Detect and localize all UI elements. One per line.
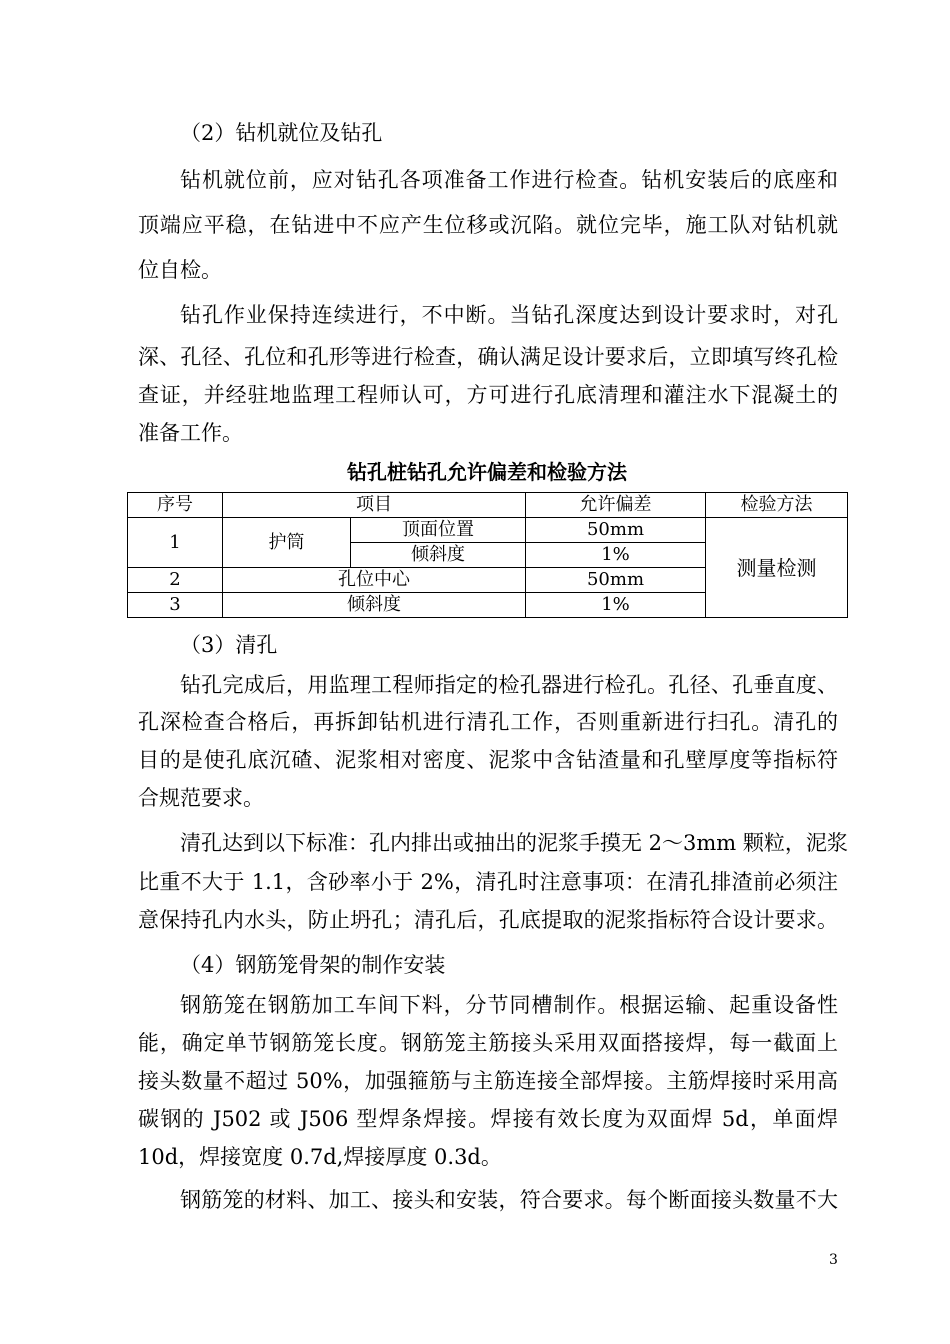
page-number: 3 xyxy=(829,1252,838,1268)
table-cell: 50mm xyxy=(526,518,706,543)
paragraph-line: 目的是使孔底沉碴、泥浆相对密度、泥浆中含钻渣量和孔壁厚度等指标符 xyxy=(138,748,838,772)
table-cell: 护筒 xyxy=(223,518,351,568)
paragraph-line: 孔深检查合格后，再拆卸钻机进行清孔工作，否则重新进行扫孔。清孔的 xyxy=(138,710,838,734)
table-cell: 顶面位置 xyxy=(351,518,526,543)
paragraph-line: 意保持孔内水头，防止坍孔；清孔后，孔底提取的泥浆指标符合设计要求。 xyxy=(138,908,838,932)
table-cell: 倾斜度 xyxy=(223,593,526,618)
tolerance-table xyxy=(127,492,848,618)
paragraph-line: 合规范要求。 xyxy=(138,786,264,810)
table-cell: 倾斜度 xyxy=(351,543,526,568)
paragraph-line: 比重不大于 1.1，含砂率小于 2%，清孔时注意事项：在清孔排渣前必须注 xyxy=(138,870,838,894)
paragraph-line: 钢筋笼在钢筋加工车间下料，分节同槽制作。根据运输、起重设备性 xyxy=(180,993,838,1017)
section2-heading: （2）钻机就位及钻孔 xyxy=(180,121,383,145)
table-cell: 50mm xyxy=(526,568,706,593)
section4-heading: （4）钢筋笼骨架的制作安装 xyxy=(180,953,446,977)
paragraph-line: 查证，并经驻地监理工程师认可，方可进行孔底清理和灌注水下混凝土的 xyxy=(138,383,838,407)
header-cell: 允许偏差 xyxy=(526,493,706,518)
paragraph-line: 清孔达到以下标准：孔内排出或抽出的泥浆手摸无 2～3mm 颗粒，泥浆 xyxy=(180,831,848,855)
paragraph-line: 钻孔作业保持连续进行，不中断。当钻孔深度达到设计要求时，对孔 xyxy=(180,303,838,327)
paragraph-line: 准备工作。 xyxy=(138,421,243,445)
paragraph-line: 能，确定单节钢筋笼长度。钢筋笼主筋接头采用双面搭接焊，每一截面上 xyxy=(138,1031,838,1055)
table-header-row xyxy=(128,493,848,518)
paragraph-line: 深、孔径、孔位和孔形等进行检查，确认满足设计要求后，立即填写终孔检 xyxy=(138,345,838,369)
paragraph-line: 碳钢的 J502 或 J506 型焊条焊接。焊接有效长度为双面焊 5d，单面焊 xyxy=(138,1107,838,1131)
section3-heading: （3）清孔 xyxy=(180,633,278,657)
header-cell: 序号 xyxy=(128,493,223,518)
table-cell: 测量检测 xyxy=(706,518,848,618)
table-row xyxy=(128,518,848,543)
paragraph-line: 10d，焊接宽度 0.7d,焊接厚度 0.3d。 xyxy=(138,1145,502,1169)
header-cell: 项目 xyxy=(223,493,526,518)
paragraph-line: 位自检。 xyxy=(138,258,222,282)
table-cell: 1 xyxy=(128,518,223,568)
paragraph-line: 钻孔完成后，用监理工程师指定的检孔器进行检孔。孔径、孔垂直度、 xyxy=(180,673,838,697)
paragraph-line: 钢筋笼的材料、加工、接头和安装，符合要求。每个断面接头数量不大 xyxy=(180,1188,838,1212)
table-cell: 3 xyxy=(128,593,223,618)
table-cell: 1% xyxy=(526,543,706,568)
paragraph-line: 接头数量不超过 50%，加强箍筋与主筋连接全部焊接。主筋焊接时采用高 xyxy=(138,1069,838,1093)
table-cell: 1% xyxy=(526,593,706,618)
table-cell: 孔位中心 xyxy=(223,568,526,593)
header-cell: 检验方法 xyxy=(706,493,848,518)
paragraph-line: 顶端应平稳，在钻进中不应产生位移或沉陷。就位完毕，施工队对钻机就 xyxy=(138,213,838,237)
table-cell: 2 xyxy=(128,568,223,593)
paragraph-line: 钻机就位前，应对钻孔各项准备工作进行检查。钻机安装后的底座和 xyxy=(180,168,838,192)
table-title: 钻孔桩钻孔允许偏差和检验方法 xyxy=(347,460,627,484)
